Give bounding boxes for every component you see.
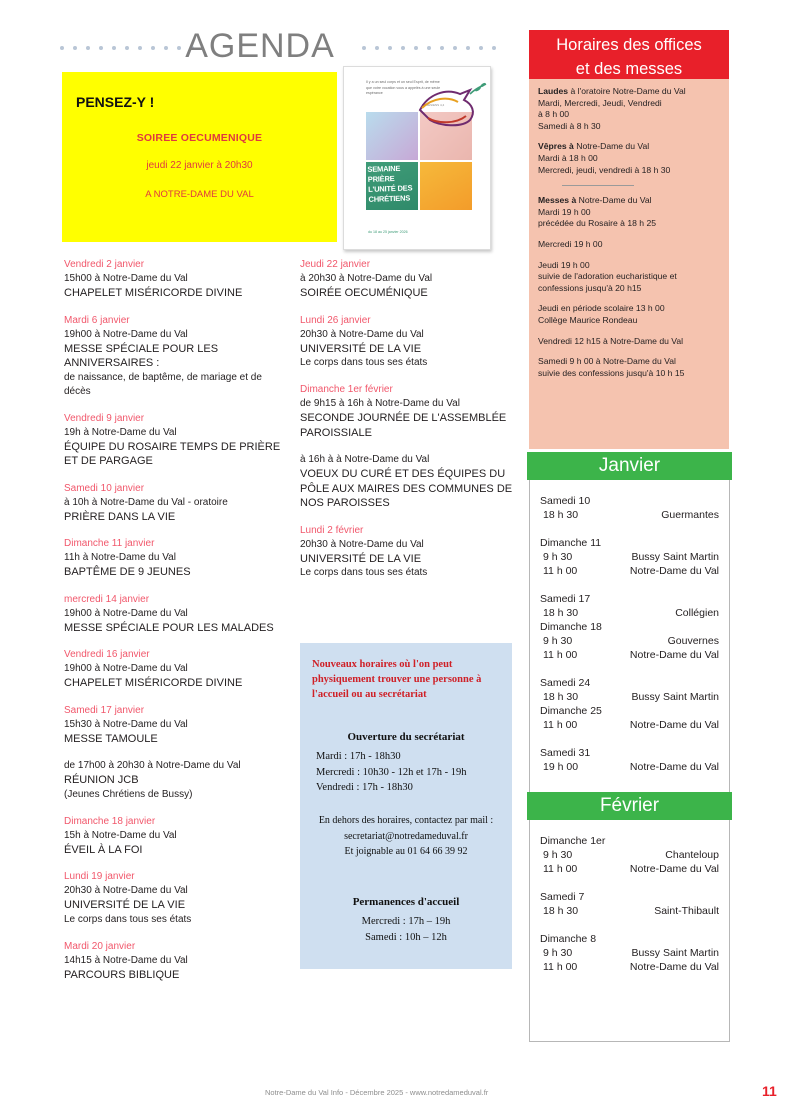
page-number: 11 [762,1083,777,1099]
dot-decoration-right [362,45,496,51]
permanences-title: Permanences d'accueil [352,896,460,908]
office-line: Jeudi 19 h 00 [538,259,590,270]
mass-place: Chanteloup [665,849,719,861]
office-line: à 8 h 00 [538,109,570,120]
poster-reference: EPHÉSIENS 4,4 [422,103,445,107]
mass-row [530,960,729,974]
mass-time: 11 h 00 [543,863,578,875]
event-entry [64,704,290,747]
mass-time: 11 h 00 [543,649,578,661]
mass-place: Bussy Saint Martin [631,691,719,703]
event-location: 15h00 à Notre-Dame du Val [64,273,188,284]
event-title: CHAPELET MISÉRICORDE DIVINE [64,677,243,689]
event-date: Vendredi 2 janvier [64,259,145,270]
event-entry [300,314,515,371]
secretariat-contact [300,813,512,860]
event-title: MESSE TAMOULE [64,732,158,745]
mass-place: Notre-Dame du Val [629,719,719,731]
event-location: 19h00 à Notre-Dame du Val [64,607,188,619]
event-title: CHAPELET MISÉRICORDE DIVINE [64,287,243,299]
mass-place: Notre-Dame du Val [629,761,719,773]
promo-event-location: A NOTRE-DAME DU VAL [145,189,254,200]
mass-group [530,494,729,522]
event-entry [64,648,290,691]
event-location: 19h00 à Notre-Dame du Val [64,328,188,340]
mass-group [530,676,729,732]
mass-day: Dimanche 11 [540,537,602,549]
event-title: SOIRÉE OECUMÉNIQUE [300,287,428,299]
promo-event-datetime: jeudi 22 janvier à 20h30 [146,160,253,171]
office-block [538,86,721,132]
office-line: confessions jusqu'à 20 h15 [538,282,642,293]
event-location: à 20h30 à Notre-Dame du Val [300,273,433,284]
office-line: Samedi à 8 h 30 [538,120,601,131]
text-line: Samedi : 10h – 12h [365,932,447,943]
text-line: Mercredi : 17h – 19h [361,916,451,927]
mass-time: 9 h 30 [543,551,573,563]
office-line: Mardi 19 h 00 [538,206,591,217]
mass-day: Dimanche 25 [540,705,602,717]
event-date: Samedi 17 janvier [64,704,145,716]
mass-group [530,746,729,774]
event-date: Lundi 19 janvier [64,871,135,882]
event-entry [64,482,290,525]
mass-time: 9 h 30 [543,635,573,647]
table-padding [530,820,729,834]
event-title: PRIÈRE DANS LA VIE [64,510,176,523]
mass-group [530,834,729,876]
poster-headline: SEMAINE PRIÈRE L'UNITÉ DES CHRÉTIENS [367,163,413,205]
mass-day: Samedi 24 [540,677,591,689]
mass-group [530,592,729,662]
mass-time: 19 h 00 [543,761,579,773]
event-date: Lundi 2 février [300,524,364,536]
mass-row [530,690,729,704]
office-line: Vendredi 12 h15 à Notre-Dame du Val [538,335,684,346]
mass-place: Notre-Dame du Val [629,863,719,875]
event-location: 14h15 à Notre-Dame du Val [64,954,188,966]
offices-title-line1: Horaires des offices [556,36,702,54]
mass-time: 18 h 30 [543,691,579,703]
mass-time: 9 h 30 [543,849,573,861]
event-entry [300,383,515,440]
promo-event-name: SOIREE OECUMENIQUE [136,132,263,144]
mass-place: Guermantes [661,509,719,521]
office-block [538,356,721,379]
event-location: à 10h à Notre-Dame du Val - oratoire [64,496,228,508]
secretariat-headline: Nouveaux horaires où l'on peut physiquement trouver une personne à l'accueil ou au secrétariat [312,659,482,700]
event-entry [64,759,290,802]
secretariat-opening-hours [316,749,506,796]
event-location: de 9h15 à 16h à Notre-Dame du Val [300,398,460,409]
event-location: 20h30 à Notre-Dame du Val [64,885,188,896]
event-subtitle: Le corps dans tous ses états [300,567,428,578]
office-line: Samedi 9 h 00 à Notre-Dame du Val [538,356,676,367]
footer-text: Notre-Dame du Val Info - Décembre 2025 - www.notredameduval.fr [265,1088,489,1097]
event-title: MESSE SPÉCIALE POUR LES MALADES [64,621,274,634]
offices-schedule [529,79,729,449]
office-lead-rest: Notre-Dame du Val [576,195,652,206]
mass-row [530,508,729,522]
promo-box [62,72,337,242]
event-location: 19h à Notre-Dame du Val [64,426,177,438]
event-title: SECONDE JOURNÉE DE L'ASSEMBLÉE PAROISSIALE [300,412,507,439]
text-line: Mercredi : 10h30 - 12h et 17h - 19h [316,766,467,778]
event-location: de 17h00 à 20h30 à Notre-Dame du Val [64,760,241,771]
event-entry [64,940,290,983]
event-location: 11h à Notre-Dame du Val [64,552,176,563]
poster-verse: Il y a un seul corps et un seul Esprit, de même que votre vocation vous a appelés à une seule espérance [366,80,441,96]
event-date: Vendredi 9 janvier [64,412,145,424]
event-location: à 16h à à Notre-Dame du Val [300,454,430,465]
text-line: En dehors des horaires, contactez par mail : [318,815,494,826]
secretariat-box [300,643,512,969]
event-entry [64,412,290,469]
event-entry [64,593,290,636]
mass-row [530,946,729,960]
office-lead: Messes à [538,195,577,206]
mass-time: 18 h 30 [543,607,579,619]
event-date: Mardi 6 janvier [64,314,130,326]
event-subtitle: (Jeunes Chrétiens de Bussy) [64,788,193,800]
event-title: ÉQUIPE DU ROSAIRE TEMPS DE PRIÈRE ET DE PARGAGE [64,440,281,467]
office-block [538,260,721,295]
event-subtitle: de naissance, de baptême, de mariage et de décès [64,371,262,397]
mass-day: Dimanche 1er [540,835,606,847]
mass-row [530,550,729,564]
office-block [538,239,721,251]
event-date: Dimanche 11 janvier [64,538,155,549]
offices-title-line2: et des messes [575,60,683,78]
unity-week-poster [343,66,491,250]
office-block [538,141,721,176]
poster-date: du 18 au 25 janvier 2026 [368,230,408,234]
event-title: VOEUX DU CURÉ ET DES ÉQUIPES DU PÔLE AUX MAIRES DES COMMUNES DE NOS PAROISSES [300,468,513,509]
mass-place: Bussy Saint Martin [631,551,719,563]
event-title: BAPTÊME DE 9 JEUNES [64,566,191,578]
mass-row [530,848,729,862]
event-date: Samedi 10 janvier [64,482,145,494]
month-header-fevrier: Février [527,792,732,820]
mass-row [530,718,729,732]
event-title: RÉUNION JCB [64,774,139,786]
office-lead-rest: à l'oratoire Notre-Dame du Val [568,86,686,96]
event-entry [300,524,515,581]
events-column-right [300,258,515,593]
office-block [538,303,721,326]
secretariat-opening-title: Ouverture du secrétariat [347,731,465,743]
permanences-hours [300,914,512,946]
event-entry [300,258,515,301]
office-line: suivie des confessions jusqu'à 10 h 15 [538,367,685,378]
event-subtitle: Le corps dans tous ses états [64,913,192,925]
mass-place: Notre-Dame du Val [629,565,719,577]
mass-time: 18 h 30 [543,509,579,521]
event-entry [64,870,290,927]
mass-group [530,932,729,974]
office-line: Mardi, Mercredi, Jeudi, Vendredi [538,97,662,108]
mass-place: Notre-Dame du Val [629,649,719,661]
mass-row [530,648,729,662]
offices-header [529,30,729,79]
month-header-janvier: Janvier [527,452,732,480]
office-line: précédée du Rosaire à 18 h 25 [538,218,657,229]
event-date: Lundi 26 janvier [300,314,371,326]
text-line: Vendredi : 17h - 18h30 [316,782,413,793]
office-line: Jeudi en période scolaire 13 h 00 [538,303,665,314]
mass-row [530,862,729,876]
events-column-left [64,258,290,995]
event-title: UNIVERSITÉ DE LA VIE [64,899,186,911]
page-header [0,26,520,70]
office-lead: Laudes [538,86,569,96]
mass-row [530,634,729,648]
mass-time: 11 h 00 [543,565,578,577]
event-title: UNIVERSITÉ DE LA VIE [300,342,422,355]
mass-table-fevrier [529,820,730,1042]
event-entry [64,537,290,580]
office-line: Mercredi 19 h 00 [538,238,603,249]
mass-row [530,606,729,620]
table-padding [530,480,729,494]
office-line: Mardi à 18 h 00 [538,152,598,163]
mass-time: 11 h 00 [543,719,578,731]
text-line: Mardi : 17h - 18h30 [316,751,401,762]
event-location: 20h30 à Notre-Dame du Val [300,538,424,550]
mass-day: Samedi 7 [540,891,585,903]
mass-row [530,760,729,774]
office-lead-rest: Notre-Dame du Val [573,141,650,152]
office-block [538,195,721,230]
event-title: ÉVEIL À LA FOI [64,843,143,856]
text-line: secretariat@notredameduval.fr [344,830,468,842]
event-entry [300,453,515,511]
office-line: Collège Maurice Rondeau [538,314,638,325]
mass-place: Saint-Thibault [654,905,719,917]
mass-group [530,536,729,578]
office-line: Mercredi, jeudi, vendredi à 18 h 30 [538,164,671,175]
mass-group [530,890,729,918]
event-date: mercredi 14 janvier [64,593,150,605]
dove-icon [412,80,488,132]
office-line: suivie de l'adoration eucharistique et [538,271,677,282]
mass-place: Bussy Saint Martin [631,947,719,959]
poster-inner [350,72,482,242]
text-line: Et joignable au 01 64 66 39 92 [344,846,468,857]
divider [562,185,634,186]
event-location: 19h00 à Notre-Dame du Val [64,663,188,674]
event-location: 20h30 à Notre-Dame du Val [300,328,424,340]
mass-time: 18 h 30 [543,905,579,917]
event-date: Mardi 20 janvier [64,940,136,952]
event-date: Dimanche 18 janvier [64,815,156,827]
event-location: 15h à Notre-Dame du Val [64,829,177,841]
page-title: AGENDA [185,27,335,65]
mass-day: Samedi 31 [540,747,591,759]
event-title: MESSE SPÉCIALE POUR LES ANNIVERSAIRES : [64,342,219,369]
mass-table-janvier [529,480,730,792]
poster-quadrant-4 [420,162,472,210]
mass-row [530,904,729,918]
event-entry [64,815,290,858]
mass-place: Collégien [675,607,719,619]
event-subtitle: Le corps dans tous ses états [300,357,428,368]
mass-time: 11 h 00 [543,961,578,973]
mass-day: Samedi 17 [540,593,591,605]
event-date: Dimanche 1er février [300,384,393,395]
event-date: Jeudi 22 janvier [300,259,371,270]
mass-day: Dimanche 8 [540,933,597,945]
promo-title: PENSEZ-Y ! [76,94,155,110]
mass-place: Notre-Dame du Val [629,961,719,973]
mass-day: Samedi 10 [540,495,591,507]
event-location: 15h30 à Notre-Dame du Val [64,718,188,730]
event-title: PARCOURS BIBLIQUE [64,968,180,981]
mass-time: 9 h 30 [543,947,573,959]
mass-place: Gouvernes [667,635,719,647]
event-entry [64,314,290,399]
event-entry [64,258,290,301]
office-block [538,336,721,348]
event-title: UNIVERSITÉ DE LA VIE [300,552,422,565]
mass-row [530,564,729,578]
office-lead: Vêpres à [538,141,574,152]
event-date: Vendredi 16 janvier [64,649,150,660]
mass-day: Dimanche 18 [540,621,602,633]
poster-quadrant-1 [366,112,418,160]
